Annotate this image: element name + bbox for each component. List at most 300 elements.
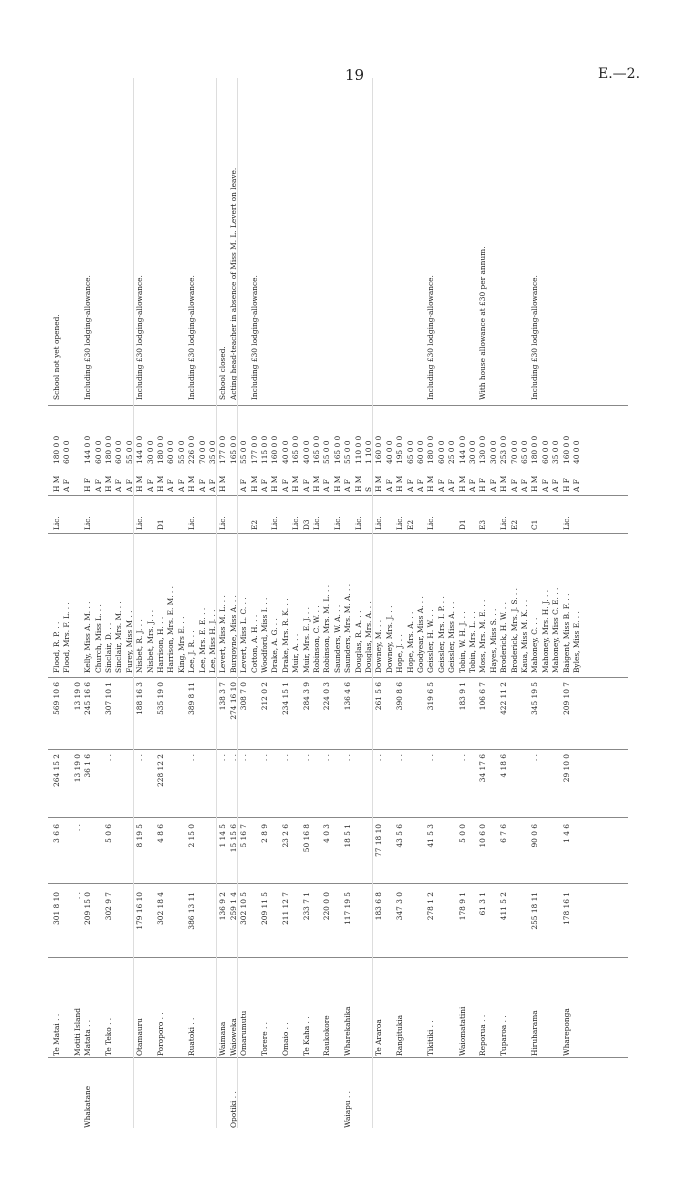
cell-rate: 61 3 1 — [478, 892, 488, 916]
cell-school: Reporua . . — [478, 1014, 488, 1056]
cell-tot: 234 15 1 — [280, 682, 290, 715]
cell-name: Geissler, Miss A. . . — [447, 601, 457, 673]
cell-inc: 5 0 0 — [457, 824, 467, 843]
cell-school: Raukokore — [322, 1015, 332, 1056]
cell-pos: A F — [572, 479, 581, 492]
cell-pos: A F — [301, 479, 311, 492]
cell-rent: . . — [457, 754, 467, 762]
cell-pos: A F — [520, 479, 529, 492]
cell-pos: A F — [509, 479, 519, 492]
cell-inc: 77 18 10 — [374, 824, 384, 857]
table-row — [156, 78, 165, 1128]
cell-name: Kaua, Miss M. K. . . — [520, 599, 529, 673]
cell-sal: 144 0 0 — [135, 435, 145, 464]
cell-pos: H M — [187, 475, 197, 492]
cell-pos: H M — [291, 475, 301, 492]
cell-inc: 4 8 6 — [156, 824, 165, 843]
cell-rent: . . — [426, 754, 436, 762]
cell-name: Byles, Miss E. . . — [572, 611, 581, 673]
cell-cert: Lic. — [187, 516, 197, 530]
cell-name: Goodyear, Miss A. . . — [416, 596, 425, 673]
table-row — [146, 78, 155, 1128]
table-row — [291, 78, 300, 1128]
cell-name: Downey, Mrs. J. . . — [384, 605, 394, 673]
table-row — [416, 78, 425, 1128]
cell-pos: H M — [218, 475, 228, 492]
cell-rem: Including £30 lodging-allowance. — [83, 275, 93, 400]
table-row — [83, 78, 92, 1128]
cell-inc: 8 19 5 — [135, 824, 145, 848]
cell-school: Te Teko . . — [104, 1017, 113, 1056]
cell-name: Douglas, Mrs. A. . . — [364, 601, 373, 673]
cell-name: Muir, Mrs. E. J. . . — [301, 607, 311, 673]
cell-cert: Lic. — [426, 516, 436, 530]
cell-school: Otamauru — [135, 1018, 145, 1056]
table-row — [270, 78, 279, 1128]
table-row — [94, 78, 103, 1128]
cell-cert: E2 — [405, 519, 415, 530]
cell-rate: 183 6 8 — [374, 892, 384, 921]
cell-sal: 165 0 0 — [228, 435, 238, 464]
cell-pos: A F — [343, 479, 353, 492]
cell-rate: 178 16 1 — [561, 892, 571, 925]
cell-rate: 209 11 5 — [260, 892, 269, 925]
cell-rate: 347 3 0 — [395, 892, 405, 921]
cell-name: Baigent, Miss B. F. . . — [561, 593, 571, 673]
cell-tot: 390 8 6 — [395, 682, 405, 711]
table-row — [260, 78, 269, 1128]
cell-inc: 43 5 6 — [395, 824, 405, 848]
table-row — [198, 78, 207, 1128]
cell-inc: 10 6 0 — [478, 824, 488, 848]
cell-sal: 35 0 0 — [551, 440, 561, 464]
cell-sal: 55 0 0 — [322, 440, 332, 464]
cell-pos: A F — [166, 479, 176, 492]
cell-cert: Lic. — [312, 516, 321, 530]
cell-school: Matata . . — [83, 1019, 93, 1056]
cell-rent: . . — [301, 754, 311, 762]
cell-name: Kelly, Miss A. M. . . — [83, 601, 93, 673]
cell-tot: 569 10 6 — [52, 682, 61, 715]
cell-inc: 5 0 6 — [104, 824, 113, 843]
cell-rent: . . — [280, 754, 290, 762]
cell-tot: 106 6 7 — [478, 682, 488, 711]
cell-sal: 70 0 0 — [197, 440, 207, 464]
cell-school: Omarumutu — [239, 1010, 249, 1056]
cell-sal: 55 0 0 — [124, 440, 134, 464]
cell-sal: 177 0 0 — [218, 435, 228, 464]
cell-name: Hayes, Miss S. . . — [488, 608, 498, 673]
table-row — [541, 78, 550, 1128]
cell-rate: 211 12 7 — [280, 892, 290, 925]
cell-tot: 422 11 2 — [499, 682, 509, 715]
cell-tot: 345 19 5 — [530, 682, 540, 715]
cell-tot: 183 9 1 — [457, 682, 467, 711]
cell-pos: H M — [395, 475, 405, 492]
cell-rent: 228 12 2 — [156, 754, 165, 787]
cell-rent: 36 1 6 — [83, 754, 93, 778]
cell-school: Wharekahika — [343, 1006, 353, 1056]
table-row — [437, 78, 446, 1128]
cell-tot: 212 0 2 — [260, 682, 269, 711]
cell-inc: . . — [72, 824, 82, 832]
cell-sal: 165 0 0 — [312, 435, 321, 464]
cell-pos: H M — [353, 475, 363, 492]
cell-sal: 60 0 0 — [93, 440, 103, 464]
cell-rent: 29 10 0 — [561, 754, 571, 783]
cell-rate: 301 8 10 — [52, 892, 61, 925]
cell-pos: A F — [176, 479, 186, 492]
cell-sal: 160 0 0 — [270, 435, 280, 464]
table-row — [458, 78, 467, 1128]
cell-school: Omaio . . — [280, 1022, 290, 1056]
cell-pos: H M — [374, 475, 384, 492]
cell-sal: 195 0 0 — [395, 435, 405, 464]
cell-sal: 180 0 0 — [52, 435, 61, 464]
cell-pos: A F — [124, 479, 134, 492]
cell-pos: A F — [197, 479, 207, 492]
cell-cert: Lic. — [353, 516, 363, 530]
cell-school: Waiomatatini — [457, 1006, 467, 1056]
cell-pos: H M — [104, 475, 113, 492]
table-row — [374, 78, 383, 1128]
cell-name: Levert, Miss L. C. . . — [239, 597, 249, 673]
cell-school: Waioweka — [228, 1018, 238, 1056]
cell-tot: 136 4 6 — [343, 682, 353, 711]
cell-sal: 144 0 0 — [457, 435, 467, 464]
cell-cert: Lic. — [499, 516, 509, 530]
cell-rem: School not yet opened. — [52, 314, 61, 400]
cell-name: Geissler, H. W. . . — [426, 609, 436, 673]
cell-name: Burgoyne, Miss A. . . — [228, 595, 238, 673]
cell-cert: Lic. — [270, 516, 280, 530]
cell-rate: 117 19 5 — [343, 892, 353, 925]
cell-cert: Lic. — [52, 516, 61, 530]
table-row — [478, 78, 487, 1128]
cell-rem: Including £30 lodging-allowance. — [426, 275, 436, 400]
table-row — [530, 78, 539, 1128]
cell-rent: . . — [135, 754, 145, 762]
cell-tot: 284 3 9 — [301, 682, 311, 711]
cell-rent: 264 15 2 — [52, 754, 61, 787]
cell-cert: D3 — [301, 519, 311, 530]
cell-school: Torere . . — [260, 1021, 269, 1056]
cell-sal: 40 0 0 — [572, 440, 581, 464]
cell-rent: . . — [343, 754, 353, 762]
table-row — [62, 78, 71, 1128]
cell-name: Drake, Mrs. R. K. . . — [280, 598, 290, 673]
cell-rent: . . — [322, 754, 332, 762]
table-row — [510, 78, 519, 1128]
cell-name: Drake, A. G. . . — [270, 618, 280, 673]
cell-sal: 110 0 0 — [353, 435, 363, 464]
cell-name: Woodford, Miss I. . . — [260, 597, 269, 673]
group-divider — [372, 78, 373, 1128]
cell-name: Flood, R. P. . . — [52, 621, 61, 673]
cell-pos: H F — [83, 478, 93, 492]
table-row — [447, 78, 456, 1128]
cell-name: Muir, A. . . — [291, 633, 301, 673]
cell-sal: 160 0 0 — [561, 435, 571, 464]
cell-tot: 138 3 7 — [218, 682, 228, 711]
cell-rent: . . — [395, 754, 405, 762]
cell-sal: 1 10 0 — [364, 440, 373, 464]
cell-cert: E3 — [478, 519, 488, 530]
cell-inc: 1 4 6 — [561, 824, 571, 843]
cell-name: Furey, Miss M . . — [124, 610, 134, 673]
cell-sal: 65 0 0 — [520, 440, 529, 464]
cell-pos: A F — [468, 479, 477, 492]
cell-rent: . . — [239, 754, 249, 762]
cell-sal: 165 0 0 — [291, 435, 301, 464]
cell-pos: A F — [322, 479, 332, 492]
cell-tot: 261 5 6 — [374, 682, 384, 711]
cell-cert: Lic. — [395, 516, 405, 530]
cell-school: Motiti Island — [72, 1007, 82, 1056]
cell-name: Sinclair, Mrs. M. . . — [114, 601, 124, 673]
cell-pos: A F — [114, 479, 124, 492]
cell-name: Lee, J. R. . . — [187, 630, 197, 673]
cell-name: Broderick, Mrs. J. S. . . — [509, 588, 519, 673]
cell-school: Waimana — [218, 1021, 228, 1056]
cell-name: Lee, Miss H. J. . . — [208, 609, 217, 673]
page-reference: E.—2. — [598, 66, 641, 82]
cell-inc: 6 7 6 — [499, 824, 509, 843]
cell-sal: 40 0 0 — [280, 440, 290, 464]
cell-pos: H M — [270, 475, 280, 492]
cell-school: Whareponga — [561, 1008, 571, 1056]
group-divider — [133, 78, 134, 1128]
cell-name: Nisbet, Mrs. J. . . — [145, 609, 155, 673]
cell-pos: S — [364, 486, 373, 492]
cell-tot: 307 10 1 — [104, 682, 113, 715]
cell-sal: 180 0 0 — [104, 435, 113, 464]
cell-rate: 411 5 2 — [499, 892, 509, 921]
cell-rate: 178 9 1 — [457, 892, 467, 921]
cell-sal: 55 0 0 — [176, 440, 186, 464]
cell-name: Harrison, H. . . — [156, 616, 165, 673]
cell-sal: 177 0 0 — [249, 435, 259, 464]
cell-pos: A F — [239, 479, 249, 492]
cell-rate: 255 18 11 — [530, 892, 540, 930]
table-row — [499, 78, 508, 1128]
cell-tot: 274 16 10 — [228, 682, 238, 720]
table-row — [104, 78, 113, 1128]
cell-name: Harrison, Mrs. E. M. . . — [166, 586, 176, 673]
cell-name: Nisbet, R. J. . . — [135, 619, 145, 673]
cell-inc: 90 0 6 — [530, 824, 540, 848]
cell-rate: 233 7 1 — [301, 892, 311, 921]
table-row — [177, 78, 186, 1128]
cell-rem: Acting head-teacher in absence of Miss M. L. Levert on leave. — [228, 167, 238, 400]
cell-name: Saunders, Mrs. M. A. . . — [343, 583, 353, 673]
cell-rate: . . — [72, 892, 82, 900]
cell-tot: 535 19 0 — [156, 682, 165, 715]
cell-name: Flood, Mrs. F. L. . . — [62, 602, 72, 673]
table-row — [333, 78, 342, 1128]
cell-inc: 2 15 0 — [187, 824, 197, 848]
cell-rent: 4 18 6 — [499, 754, 509, 778]
cell-sal: 55 0 0 — [239, 440, 249, 464]
cell-pos: A F — [93, 479, 103, 492]
table-row — [520, 78, 529, 1128]
cell-cert: Lic. — [291, 516, 301, 530]
table-row — [343, 78, 352, 1128]
cell-name: Tobin, W. H. J. . . — [457, 611, 467, 673]
cell-name: Mahoney, C. . . — [530, 617, 540, 673]
page-number: 19 — [345, 66, 365, 84]
cell-rent: 34 17 6 — [478, 754, 488, 783]
cell-name: Broderick, H. W. . . — [499, 602, 509, 673]
cell-rent: . . — [530, 754, 540, 762]
cell-cert: C1 — [530, 519, 540, 530]
cell-school: Tikitiki . . — [426, 1020, 436, 1056]
table-row — [312, 78, 321, 1128]
cell-name: Tobin, Mrs. L. . . — [468, 611, 477, 673]
cell-pos: H M — [156, 475, 165, 492]
table-row — [302, 78, 311, 1128]
cell-sal: 60 0 0 — [540, 440, 550, 464]
cell-sal: 60 0 0 — [62, 440, 72, 464]
cell-pos: H M — [312, 475, 321, 492]
cell-pos: A F — [260, 479, 269, 492]
cell-pos: A F — [280, 479, 290, 492]
cell-cert: Lic. — [218, 516, 228, 530]
cell-name: Hope, Mrs. A. . . — [405, 611, 415, 673]
cell-sal: 226 0 0 — [187, 435, 197, 464]
cell-pos: A F — [540, 479, 550, 492]
cell-cert: E2 — [509, 519, 519, 530]
table-row — [562, 78, 571, 1128]
cell-rem: Including £30 lodging-allowance. — [187, 275, 197, 400]
cell-inc: 5 16 7 — [239, 824, 249, 848]
cell-sal: 30 0 0 — [488, 440, 498, 464]
cell-sal: 144 0 0 — [83, 435, 93, 464]
cell-cert: Lic. — [374, 516, 384, 530]
table-row — [166, 78, 175, 1128]
table-row — [250, 78, 259, 1128]
cell-name: Robinson, Mrs. M. L. . . — [322, 584, 332, 673]
table-row — [322, 78, 331, 1128]
cell-name: Mahoney, Mrs. H. J. . . — [540, 589, 550, 673]
cell-inc: 41 5 3 — [426, 824, 436, 848]
table-row — [385, 78, 394, 1128]
cell-inc: 23 2 6 — [280, 824, 290, 848]
cell-rate: 209 15 0 — [83, 892, 93, 925]
cell-sal: 60 0 0 — [114, 440, 124, 464]
group-divider — [237, 78, 238, 1128]
table-row — [406, 78, 415, 1128]
cell-tot: 13 19 0 — [72, 682, 82, 711]
cell-sal: 40 0 0 — [384, 440, 394, 464]
table-row — [73, 78, 82, 1128]
table-row — [551, 78, 560, 1128]
cell-sal: 130 0 0 — [478, 435, 488, 464]
table-row — [426, 78, 435, 1128]
cell-school: Hiruharama — [530, 1010, 540, 1056]
cell-school: Rangitukia — [395, 1015, 405, 1056]
cell-rent: . . — [260, 754, 269, 762]
table-row — [218, 78, 227, 1128]
cell-inc: 2 8 9 — [260, 824, 269, 843]
cell-inc: 3 6 6 — [52, 824, 61, 843]
cell-school: Te Kaha . . — [301, 1016, 311, 1056]
cell-tot: 188 16 3 — [135, 682, 145, 715]
table-row — [52, 78, 61, 1128]
cell-tot: 224 0 3 — [322, 682, 332, 711]
cell-sal: 55 0 0 — [343, 440, 353, 464]
cell-name: Geissler, Mrs. I. P. . . — [436, 596, 446, 673]
cell-rem: With house allowance at £30 per annum. — [478, 246, 488, 400]
table-row — [468, 78, 477, 1128]
cell-pos: H M — [426, 475, 436, 492]
cell-cert: E2 — [249, 519, 259, 530]
cell-pos: A F — [384, 479, 394, 492]
cell-sal: 115 0 0 — [260, 435, 269, 464]
cell-name: Moss, Mrs. M. E. . . — [478, 599, 488, 673]
cell-inc: 15 15 6 — [228, 824, 238, 853]
cell-inc: 1 14 5 — [218, 824, 228, 848]
cell-pos: H M — [530, 475, 540, 492]
cell-pos: A F — [145, 479, 155, 492]
cell-sal: 60 0 0 — [436, 440, 446, 464]
cell-rate: 220 0 0 — [322, 892, 332, 921]
cell-name: Saunders, W. A. . . — [332, 604, 342, 673]
cell-rent: 13 19 0 — [72, 754, 82, 783]
cell-school: Te Araroa — [374, 1019, 384, 1056]
cell-rate: 179 16 10 — [135, 892, 145, 930]
cell-pos: A F — [405, 479, 415, 492]
table-row — [281, 78, 290, 1128]
cell-rate: 259 1 4 — [228, 892, 238, 921]
cell-pos: H M — [332, 475, 342, 492]
cell-school: Ruatoki . . — [187, 1017, 197, 1056]
cell-cert: Lic. — [561, 516, 571, 530]
cell-rate: 302 10 5 — [239, 892, 249, 925]
cell-sal: 25 0 0 — [447, 440, 457, 464]
cell-inc: 4 0 3 — [322, 824, 332, 843]
cell-rem: Including £30 lodging-allowance. — [135, 275, 145, 400]
cell-name: Robinson, C. W. . . — [312, 605, 321, 673]
cell-pos: A F — [62, 479, 72, 492]
cell-name: Sinclair, D. . . — [104, 622, 113, 673]
table-row — [135, 78, 144, 1128]
cell-rent: . . — [187, 754, 197, 762]
cell-tot: 389 8 11 — [187, 682, 197, 715]
cell-pos: H M — [499, 475, 509, 492]
cell-sal: 30 0 0 — [468, 440, 477, 464]
cell-sal: 40 0 0 — [301, 440, 311, 464]
cell-pos: A F — [447, 479, 457, 492]
cell-inc: 50 16 8 — [301, 824, 311, 853]
cell-name: Lee, Mrs. E. E. . . — [197, 607, 207, 673]
table-row — [114, 78, 123, 1128]
group-divider — [216, 78, 217, 1128]
rotated-table — [52, 78, 652, 1128]
cell-rem: Including £30 lodging-allowance. — [530, 275, 540, 400]
cell-district: Whakatane — [83, 1085, 93, 1128]
cell-inc: 18 5 1 — [343, 824, 353, 848]
cell-pos: H F — [478, 478, 488, 492]
cell-school: Te Matai . . — [52, 1013, 61, 1056]
cell-pos: A F — [551, 479, 561, 492]
cell-pos: H M — [457, 475, 467, 492]
cell-name: Levert, Miss M. L. . . — [218, 595, 228, 673]
cell-sal: 253 0 0 — [499, 435, 509, 464]
table-row — [187, 78, 196, 1128]
cell-sal: 180 0 0 — [426, 435, 436, 464]
cell-sal: 165 0 0 — [332, 435, 342, 464]
